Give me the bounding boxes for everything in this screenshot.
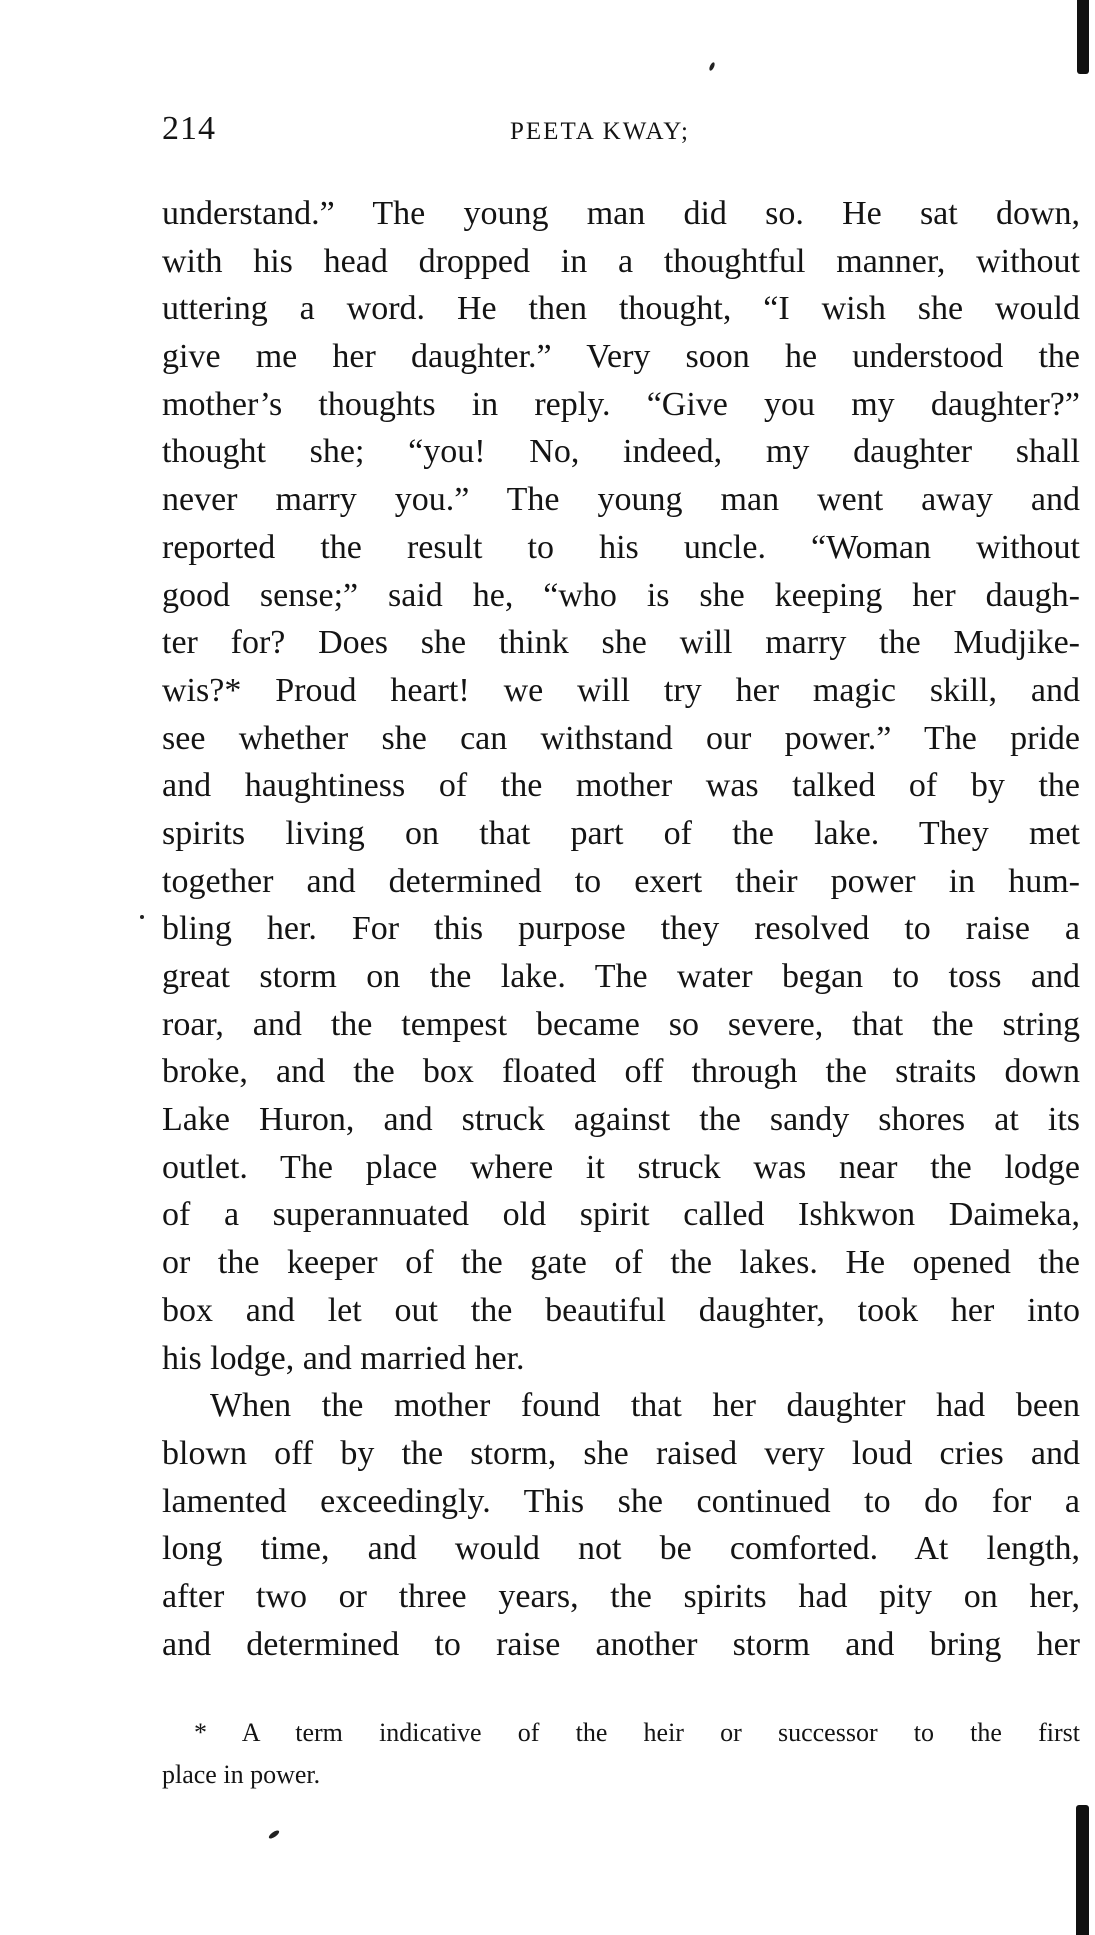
- text-line: never marry you.” The young man went away and: [162, 481, 1080, 519]
- text-line: good sense;” said he, “who is she keeping her daugh-: [162, 576, 1080, 614]
- text-line: mother’s thoughts in reply. “Give you my daughter?”: [162, 385, 1080, 423]
- text-line: of a superannuated old spirit called Ishkwon Daimeka,: [162, 1196, 1080, 1234]
- text-line: with his head dropped in a thoughtful manner, without: [162, 242, 1080, 280]
- text-line: thought she; “you! No, indeed, my daughter shall: [162, 433, 1080, 471]
- text-line: roar, and the tempest became so severe, that the string: [162, 1005, 1080, 1043]
- text-line: understand.” The young man did so. He sat down,: [162, 195, 1080, 232]
- text-line: outlet. The place where it struck was near the lodge: [162, 1148, 1080, 1186]
- text-line: bling her. For this purpose they resolved to raise a: [162, 910, 1080, 948]
- text-line: lamented exceedingly. This she continued to do for a: [162, 1482, 1080, 1520]
- ink-speck: [268, 1829, 281, 1840]
- running-title: PEETA KWAY;: [510, 118, 690, 145]
- text-line: after two or three years, the spirits had pity on her,: [162, 1577, 1080, 1615]
- scan-edge-mark-top: [1077, 0, 1089, 74]
- text-line: Lake Huron, and struck against the sandy shores at its: [162, 1101, 1080, 1139]
- text-line: broke, and the box floated off through the straits down: [162, 1053, 1080, 1091]
- text-line: reported the result to his uncle. “Woman without: [162, 528, 1080, 566]
- text-line: long time, and would not be comforted. At length,: [162, 1530, 1080, 1568]
- footnote-line: place in power.: [162, 1760, 321, 1789]
- text-line: or the keeper of the gate of the lakes. He opened the: [162, 1244, 1080, 1282]
- page-number: 214: [162, 110, 216, 147]
- text-line: give me her daughter.” Very soon he understood the: [162, 338, 1080, 376]
- body-text: [162, 190, 1080, 1668]
- paragraph-end-line: his lodge, and married her.: [162, 1339, 525, 1377]
- text-line: and determined to raise another storm and bring her: [162, 1625, 1080, 1663]
- text-line: together and determined to exert their power in hum-: [162, 862, 1080, 900]
- text-line: and haughtiness of the mother was talked of by the: [162, 767, 1080, 805]
- footnote-line: * A term indicative of the heir or successor to the first: [194, 1718, 1080, 1747]
- text-line: see whether she can withstand our power.” The pride: [162, 719, 1080, 757]
- paragraph-start-line: When the mother found that her daughter had been: [210, 1387, 1080, 1425]
- text-line: spirits living on that part of the lake. They met: [162, 814, 1080, 852]
- scan-edge-mark-bottom: [1076, 1805, 1089, 1935]
- text-line: ter for? Does she think she will marry the Mudjike-: [162, 624, 1080, 662]
- text-line: great storm on the lake. The water began to toss and: [162, 958, 1080, 995]
- text-line: blown off by the storm, she raised very loud cries and: [162, 1434, 1080, 1472]
- text-line: uttering a word. He then thought, “I wish she would: [162, 290, 1080, 328]
- running-head: [162, 110, 1080, 154]
- text-line: box and let out the beautiful daughter, took her into: [162, 1291, 1080, 1329]
- ink-speck: [140, 915, 144, 919]
- ink-speck: [708, 62, 715, 72]
- text-line: wis?* Proud heart! we will try her magic skill, and: [162, 671, 1080, 709]
- footnote: [162, 1712, 1080, 1796]
